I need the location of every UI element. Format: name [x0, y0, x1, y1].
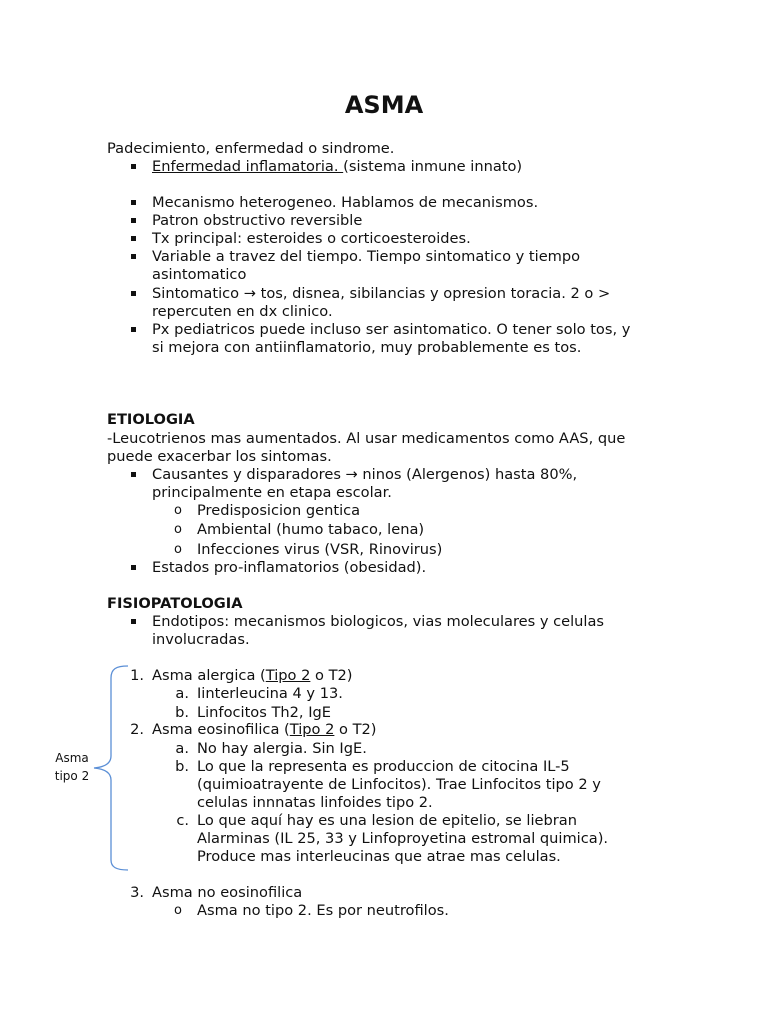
numbered-item [152, 667, 352, 685]
bullet-marker [131, 254, 136, 259]
numbered-item: Asma no eosinofilica [152, 884, 303, 901]
numbered-item [152, 721, 376, 739]
bullet-marker [131, 472, 136, 477]
lettered-item-continuation: Alarminas (IL 25, 33 y Linfoproyetina estromal quimica). [197, 830, 609, 847]
curly-brace [90, 664, 132, 874]
bullet-marker [131, 565, 136, 570]
list-item: Variable a travez del tiempo. Tiempo sintomatico y tiempo [152, 248, 581, 265]
underlined-text: Enfermedad inflamatoria. [152, 158, 344, 175]
paragraph-text: puede exacerbar los sintomas. [107, 448, 332, 465]
list-item-continuation: repercuten en dx clinico. [152, 303, 333, 320]
bullet-marker [131, 619, 136, 624]
side-note-line: tipo 2 [54, 769, 90, 783]
sub-list-item: Infecciones virus (VSR, Rinovirus) [197, 541, 443, 558]
sub-bullet-marker: o [174, 522, 182, 537]
numbered-item-text: Asma alergica ( [152, 667, 266, 684]
intro-text: Padecimiento, enfermedad o sindrome. [107, 140, 395, 157]
list-item: Sintomatico → tos, disnea, sibilancias y opresion toracia. 2 o > [152, 285, 611, 302]
numbered-item-text: o T2) [310, 667, 353, 684]
sub-bullet-marker: o [174, 503, 182, 518]
bullet-marker [131, 327, 136, 332]
etiologia-heading: ETIOLOGIA [107, 411, 195, 428]
list-item: Estados pro-inflamatorios (obesidad). [152, 559, 427, 576]
list-item-continuation: principalmente en etapa escolar. [152, 484, 392, 501]
list-item: Patron obstructivo reversible [152, 212, 363, 229]
letter-marker: a. [175, 685, 189, 702]
number-marker: 2. [130, 721, 144, 738]
list-item: Mecanismo heterogeneo. Hablamos de mecanismos. [152, 194, 539, 211]
bullet-marker [131, 164, 136, 169]
letter-marker: c. [176, 812, 189, 829]
sub-list-item: Asma no tipo 2. Es por neutrofilos. [197, 902, 449, 919]
bullet-marker [131, 218, 136, 223]
numbered-item-text: o T2) [334, 721, 377, 738]
lettered-item: No hay alergia. Sin IgE. [197, 740, 367, 757]
sub-bullet-marker: o [174, 542, 182, 557]
side-note-line: Asma [55, 751, 89, 765]
bullet-marker [131, 291, 136, 296]
list-item-continuation: asintomatico [152, 266, 247, 283]
sub-list-item: Ambiental (humo tabaco, lena) [197, 521, 425, 538]
underlined-text: Tipo 2 [265, 667, 311, 684]
list-item: Px pediatricos puede incluso ser asintomatico. O tener solo tos, y [152, 321, 631, 338]
letter-marker: a. [175, 740, 189, 757]
letter-marker: b. [175, 758, 189, 775]
lettered-item-continuation: Produce mas interleucinas que atrae mas celulas. [197, 848, 561, 865]
lettered-item: Iinterleucina 4 y 13. [197, 685, 343, 702]
list-item-continuation: si mejora con antiinflamatorio, muy probablemente es tos. [152, 339, 582, 356]
paragraph-text: -Leucotrienos mas aumentados. Al usar medicamentos como AAS, que [107, 430, 626, 447]
lettered-item: Lo que aquí hay es una lesion de epitelio, se liebran [197, 812, 577, 829]
list-item: Endotipos: mecanismos biologicos, vias moleculares y celulas [152, 613, 605, 630]
number-marker: 3. [130, 884, 144, 901]
sub-bullet-marker: o [174, 903, 182, 918]
bullet-marker [131, 200, 136, 205]
number-marker: 1. [130, 667, 144, 684]
list-item-text: (sistema inmune innato) [343, 158, 523, 175]
lettered-item: Lo que la representa es produccion de citocina IL-5 [197, 758, 570, 775]
sub-list-item: Predisposicion gentica [197, 502, 361, 519]
lettered-item-continuation: (quimioatrayente de Linfocitos). Trae Linfocitos tipo 2 y [197, 776, 601, 793]
underlined-text: Tipo 2 [289, 721, 335, 738]
fisiopatologia-heading: FISIOPATOLOGIA [107, 595, 243, 612]
bullet-marker [131, 236, 136, 241]
lettered-item: Linfocitos Th2, IgE [197, 704, 331, 721]
numbered-item-text: Asma eosinofilica ( [152, 721, 290, 738]
page-title: ASMA [344, 91, 424, 119]
list-item-continuation: involucradas. [152, 631, 250, 648]
brace-path [94, 666, 128, 870]
lettered-item-continuation: celulas innnatas linfoides tipo 2. [197, 794, 433, 811]
list-item: Tx principal: esteroides o corticoesteroides. [152, 230, 471, 247]
list-item [152, 158, 522, 176]
letter-marker: b. [175, 704, 189, 721]
list-item: Causantes y disparadores → ninos (Alergenos) hasta 80%, [152, 466, 578, 483]
